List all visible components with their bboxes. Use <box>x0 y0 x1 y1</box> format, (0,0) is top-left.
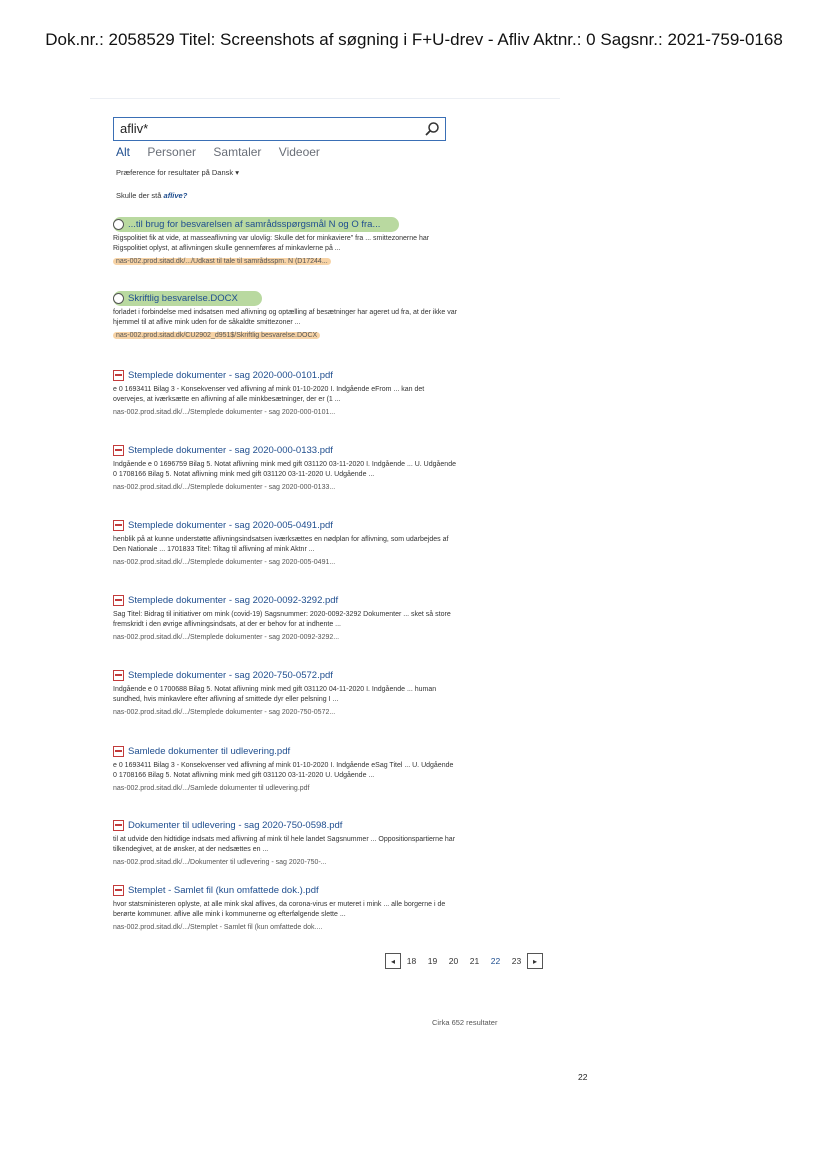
pdf-icon <box>113 370 124 381</box>
result-title-link[interactable]: Stemplet - Samlet fil (kun omfattede dok.).pdf <box>113 883 458 898</box>
search-result <box>113 744 458 794</box>
result-path[interactable]: nas-002.prod.sitad.dk/.../Stemplede dokumenter - sag 2020-000-0101... <box>113 409 336 416</box>
search-result <box>113 368 458 418</box>
language-preference-dropdown[interactable]: Præference for resultater på Dansk ▾ <box>116 168 239 177</box>
search-tabs <box>116 145 334 159</box>
document-header: Dok.nr.: 2058529 Titel: Screenshots af søgning i F+U-drev - Afliv Aktnr.: 0 Sagsnr.: 2021-759-0168 <box>45 30 783 49</box>
page-link[interactable]: 18 <box>406 956 417 966</box>
page-link[interactable]: 19 <box>427 956 438 966</box>
result-path[interactable]: nas-002.prod.sitad.dk/.../Stemplede dokumenter - sag 2020-0092-3292... <box>113 634 340 641</box>
result-title-link[interactable]: Samlede dokumenter til udlevering.pdf <box>113 744 458 759</box>
result-path[interactable]: nas-002.prod.sitad.dk/.../Udkast til tale til samrådsspm. N (D17244... <box>113 258 331 265</box>
result-snippet: Sag Titel: Bidrag til initiativer om mink (covid-19) Sagsnummer: 2020-0092-3292 Dokumenter ... sket så store fremskridt i den øvrige aflivningsindsats, at der er behov for at indhente ... <box>113 611 451 628</box>
result-path[interactable]: nas-002.prod.sitad.dk/.../Stemplede dokumenter - sag 2020-000-0133... <box>113 484 336 491</box>
search-result <box>113 668 458 718</box>
result-title-link[interactable]: Skriftlig besvarelse.DOCX <box>113 291 262 306</box>
search-result <box>113 818 458 868</box>
docx-icon <box>113 293 124 304</box>
search-result <box>113 291 458 341</box>
result-path[interactable]: nas-002.prod.sitad.dk/CU2902_d951$/Skriftlig besvarelse.DOCX <box>113 332 320 339</box>
result-title-link[interactable]: Stemplede dokumenter - sag 2020-750-0572.pdf <box>113 668 458 683</box>
tab-personer[interactable]: Personer <box>147 145 197 159</box>
result-snippet: e 0 1693411 Bilag 3 - Konsekvenser ved aflivning af mink 01-10-2020 I. Indgående eFrom ... kan det overvejes, at iværksætte en aflivning af alle minkbesætninger, der er (1 ... <box>113 386 425 403</box>
result-path[interactable]: nas-002.prod.sitad.dk/.../Dokumenter til udlevering - sag 2020-750-... <box>113 859 327 866</box>
tab-videoer[interactable]: Videoer <box>278 145 320 159</box>
search-result <box>113 883 458 933</box>
page-link[interactable]: 23 <box>511 956 522 966</box>
page-link[interactable]: 21 <box>469 956 480 966</box>
page-number: 22 <box>578 1072 588 1082</box>
result-snippet: forladet i forbindelse med indsatsen med aflivning og optælling af besætninger har ageret ud fra, at der ikke var hjemmel til at aflive mink uden for de såkaldte smittezoner ... <box>113 309 457 326</box>
spelling-prefix: Skulle der stå <box>116 191 164 200</box>
result-path[interactable]: nas-002.prod.sitad.dk/.../Stemplede dokumenter - sag 2020-005-0491... <box>113 559 336 566</box>
search-result <box>113 443 458 493</box>
pdf-icon <box>113 670 124 681</box>
page-link[interactable]: 20 <box>448 956 459 966</box>
spelling-suggestion-link[interactable]: aflive? <box>163 191 188 200</box>
docx-icon <box>113 219 124 230</box>
search-input[interactable]: afliv* <box>120 121 149 136</box>
search-icon[interactable] <box>424 121 440 137</box>
result-snippet: Rigspolitiet fik at vide, at masseaflivning var ulovlig: Skulle det for minkaviere" fra ... smittezonerne har Rigspolitiet oplyst, at aflivningen skulle gennemføres af minkavlerne på ... <box>113 235 430 252</box>
result-title-link[interactable]: Stemplede dokumenter - sag 2020-000-0101.pdf <box>113 368 458 383</box>
result-title-link[interactable]: Stemplede dokumenter - sag 2020-000-0133.pdf <box>113 443 458 458</box>
divider <box>90 98 560 99</box>
result-path[interactable]: nas-002.prod.sitad.dk/.../Stemplet - Samlet fil (kun omfattede dok.... <box>113 924 323 931</box>
pdf-icon <box>113 595 124 606</box>
pdf-icon <box>113 746 124 757</box>
result-snippet: e 0 1693411 Bilag 3 - Konsekvenser ved aflivning af mink 01-10-2020 I. Indgående eSag Titel ... U. Udgående 0 1708166 Bilag 5. Notat aflivning mink med gift 031120 03-11-2020 U. Udgående ... <box>113 762 454 779</box>
result-snippet: henblik på at kunne understøtte aflivningsindsatsen iværksættes en nødplan for aflivning, som udarbejdes af Den Nationale ... 1701833 Titel: Tiltag til aflivning af mink Aktnr ... <box>113 536 449 553</box>
prev-page-button[interactable]: ◂ <box>385 953 401 969</box>
current-page: 22 <box>490 956 501 966</box>
result-snippet: Indgående e 0 1696759 Bilag 5. Notat aflivning mink med gift 031120 03-11-2020 I. Indgående ... U. Udgående 0 1708166 Bilag 5. Notat aflivning mink med gift 031120 03-11-2020 U. Udgående ... <box>113 461 456 478</box>
result-snippet: hvor statsministeren oplyste, at alle mink skal aflives, da corona-virus er muteret i mink ... alle borgerne i de berørte kommuner. aflive alle mink i kommunerne og efterfølgende slette ... <box>113 901 446 918</box>
result-path[interactable]: nas-002.prod.sitad.dk/.../Samlede dokumenter til udlevering.pdf <box>113 785 310 792</box>
result-title-link[interactable]: Stemplede dokumenter - sag 2020-0092-3292.pdf <box>113 593 458 608</box>
pdf-icon <box>113 885 124 896</box>
pagination <box>385 953 543 969</box>
result-title-link[interactable]: Dokumenter til udlevering - sag 2020-750-0598.pdf <box>113 818 458 833</box>
tab-samtaler[interactable]: Samtaler <box>213 145 262 159</box>
pdf-icon <box>113 520 124 531</box>
result-snippet: Indgående e 0 1700688 Bilag 5. Notat aflivning mink med gift 031120 04-11-2020 I. Indgående ... human sundhed, hvis minkavlere efter aflivning af smittede dyr eller pelsning I ... <box>113 686 437 703</box>
search-box[interactable] <box>113 117 446 141</box>
next-page-button[interactable]: ▸ <box>527 953 543 969</box>
search-result <box>113 593 458 643</box>
pdf-icon <box>113 820 124 831</box>
pdf-icon <box>113 445 124 456</box>
search-result <box>113 518 458 568</box>
result-count: Cirka 652 resultater <box>432 1018 498 1027</box>
tab-alt[interactable]: Alt <box>116 145 131 159</box>
result-title-link[interactable]: Stemplede dokumenter - sag 2020-005-0491.pdf <box>113 518 458 533</box>
result-snippet: til at udvide den hidtidige indsats med aflivning af mink til hele landet Sagsnummer ... Oppositionspartierne har tilkendegivet, at de ønsker, at der nedsættes en ... <box>113 836 456 853</box>
search-result <box>113 217 458 267</box>
spelling-suggestion <box>116 191 187 200</box>
result-path[interactable]: nas-002.prod.sitad.dk/.../Stemplede dokumenter - sag 2020-750-0572... <box>113 709 336 716</box>
result-title-link[interactable]: ...til brug for besvarelsen af samrådsspørgsmål N og O fra... <box>113 217 399 232</box>
